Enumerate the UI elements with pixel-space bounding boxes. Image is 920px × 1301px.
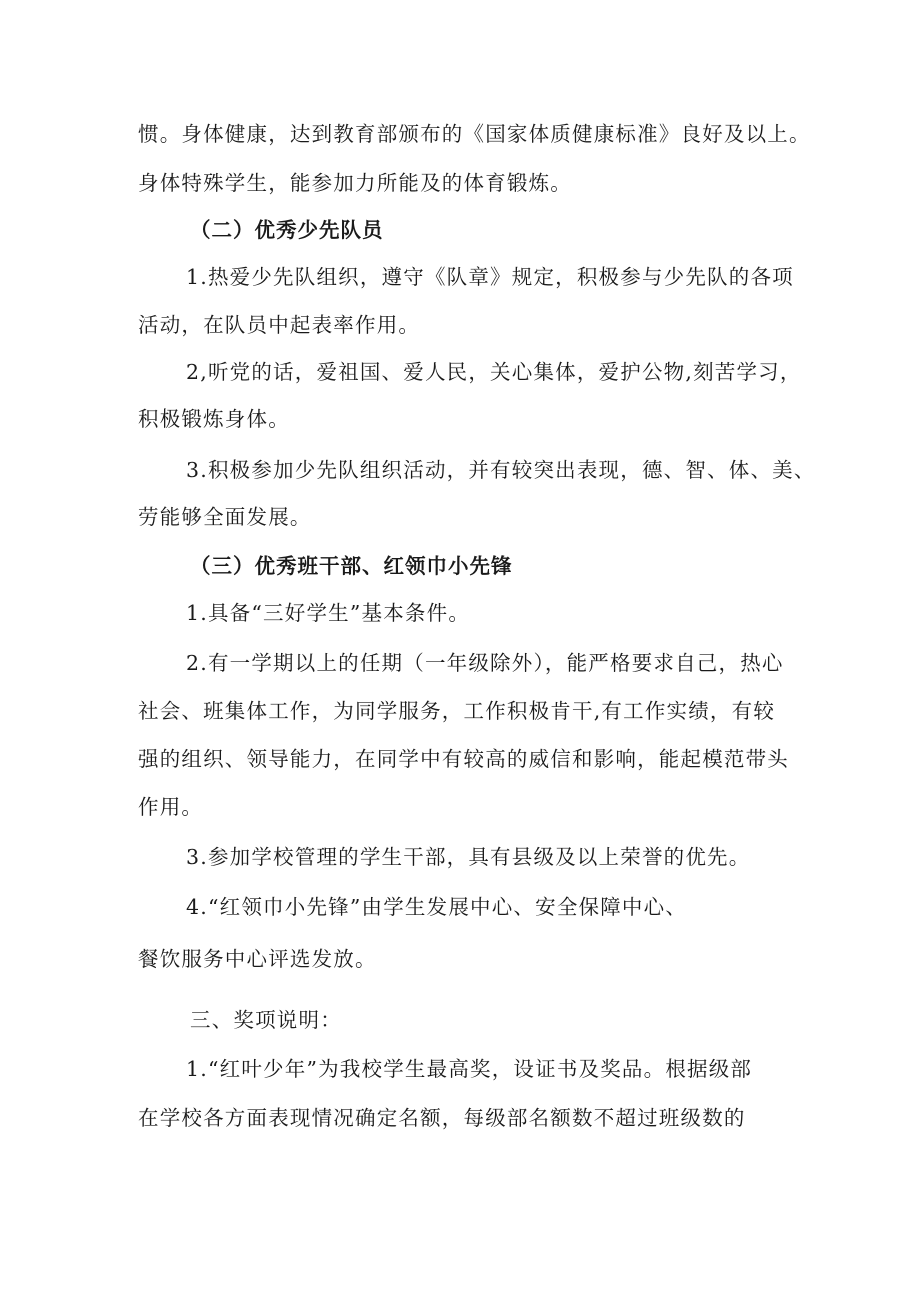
body-line: 劳能够全面发展。 xyxy=(138,505,312,529)
section-heading-2: （二）优秀少先队员 xyxy=(190,218,384,242)
item-line: 1.“红叶少年”为我校学生最高奖，设证书及奖品。根据级部 xyxy=(186,1057,753,1081)
section-heading-three: 三、奖项说明： xyxy=(190,1008,342,1032)
body-line: 强的组织、领导能力，在同学中有较高的威信和影响，能起模范带头 xyxy=(138,747,789,771)
body-line: 社会、班集体工作，为同学服务，工作积极肯干,有工作实绩，有较 xyxy=(138,699,776,723)
item-line: 1.热爱少先队组织，遵守《队章》规定，积极参与少先队的各项 xyxy=(186,265,794,289)
item-line: 3.积极参加少先队组织活动，并有较突出表现，德、智、体、美、 xyxy=(186,458,816,482)
body-line: 作用。 xyxy=(138,795,204,819)
item-line: 4.“红领巾小先锋”由学生发展中心、安全保障中心、 xyxy=(186,895,688,919)
body-line: 身体特殊学生，能参加力所能及的体育锻炼。 xyxy=(138,171,572,195)
item-line: 2,听党的话，爱祖国、爱人民，关心集体，爱护公物,刻苦学习， xyxy=(186,360,802,384)
item-line: 1.具备“三好学生”基本条件。 xyxy=(186,601,471,625)
body-line: 餐饮服务中心评选发放。 xyxy=(138,947,377,971)
item-line: 2.有一学期以上的任期（一年级除外），能严格要求自己，热心 xyxy=(186,651,784,675)
body-line: 活动，在队员中起表率作用。 xyxy=(138,313,421,337)
item-line: 3.参加学校管理的学生干部，具有县级及以上荣誉的优先。 xyxy=(186,845,751,869)
body-line: 在学校各方面表现情况确定名额，每级部名额数不超过班级数的 xyxy=(138,1106,746,1130)
body-line: 惯。身体健康，达到教育部颁布的《国家体质健康标准》良好及以上。 xyxy=(138,122,811,146)
section-heading-3: （三）优秀班干部、红领巾小先锋 xyxy=(190,554,513,578)
body-line: 积极锻炼身体。 xyxy=(138,407,290,431)
